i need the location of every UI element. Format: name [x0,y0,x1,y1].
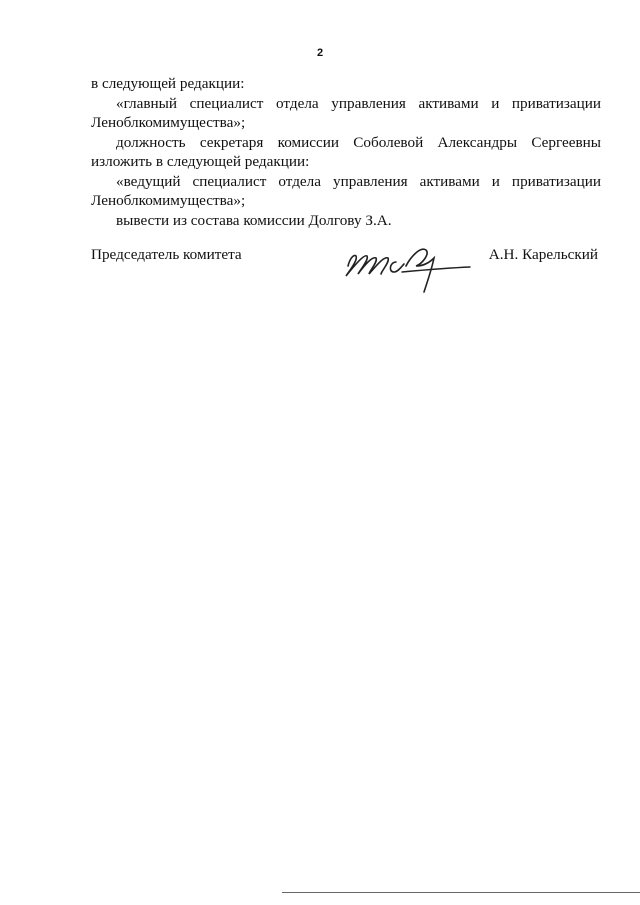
paragraph-continuation: в следующей редакции: [91,75,245,92]
paragraph-new-title-2: «ведущий специалист отдела управления активами и приватизации Леноблкомимущества»; [91,172,601,209]
paragraph-new-title-1: «главный специалист отдела управления активами и приватизации Леноблкомимущества»; [91,94,601,131]
signature-block [91,236,601,296]
page-number: 2 [316,47,324,59]
paragraph-remove-member: вывести из состава комиссии Долгову З.А. [116,211,392,229]
document-body [91,74,601,230]
signatory-name: А.Н. Карельский [488,246,598,263]
signatory-position: Председатель комитета [91,246,242,263]
paragraph-secretary-change: должность секретаря комиссии Соболевой Александры Сергеевны изложить в следующей редакции: [91,133,601,170]
handwritten-signature [334,236,474,296]
footer-rule [282,892,640,893]
